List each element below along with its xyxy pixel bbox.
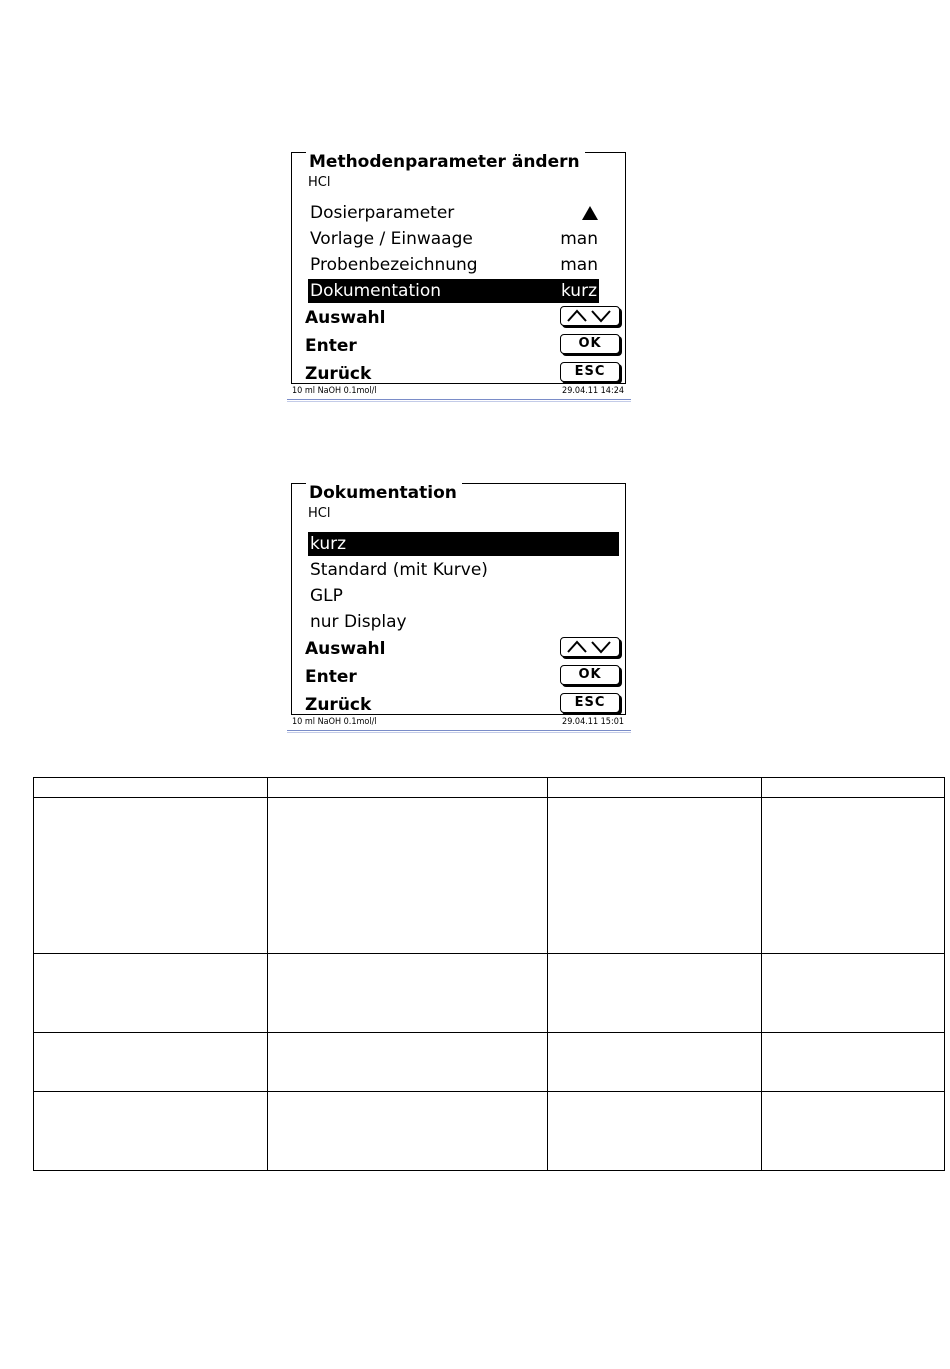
table-cell — [762, 798, 945, 954]
menu-item-vorlage-einwaage[interactable] — [308, 227, 618, 251]
table-row — [34, 1033, 945, 1092]
screen-frame — [291, 152, 626, 384]
status-datetime: 29.04.11 14:24 — [562, 386, 624, 396]
screen-underline — [287, 730, 631, 733]
key-label: Zurück — [305, 695, 372, 715]
table-cell — [548, 954, 762, 1033]
esc-key[interactable]: ESC — [560, 362, 620, 382]
method-parameters-screen — [287, 145, 631, 407]
menu-item-label: Vorlage / Einwaage — [310, 229, 473, 249]
table-cell — [268, 798, 548, 954]
status-datetime: 29.04.11 15:01 — [562, 717, 624, 727]
status-reagent: 10 ml NaOH 0.1mol/l — [292, 386, 377, 396]
screen-underline — [287, 399, 631, 402]
table-row — [34, 778, 945, 798]
key-label: Auswahl — [305, 308, 386, 328]
table-cell — [762, 1092, 945, 1171]
up-triangle-icon — [582, 206, 598, 220]
empty-table — [33, 777, 945, 1171]
menu-item-dokumentation-selected[interactable] — [308, 279, 599, 303]
table-cell — [762, 1033, 945, 1092]
table-cell — [268, 778, 548, 798]
menu-item-value: man — [560, 229, 598, 249]
table-cell — [762, 954, 945, 1033]
key-row-enter — [305, 664, 620, 690]
ok-key[interactable]: OK — [560, 665, 620, 685]
screen-title: Dokumentation — [306, 483, 462, 503]
status-reagent: 10 ml NaOH 0.1mol/l — [292, 717, 377, 727]
up-down-arrows-icon[interactable] — [560, 637, 620, 657]
menu-item-label: Dosierparameter — [310, 203, 455, 223]
menu-item-label: Dokumentation — [310, 281, 442, 301]
table-cell — [34, 954, 268, 1033]
option-label: kurz — [310, 534, 347, 554]
key-label: Enter — [305, 667, 357, 687]
status-bar — [291, 715, 626, 729]
method-name: HCl — [308, 506, 331, 521]
option-kurz-selected[interactable] — [308, 532, 619, 556]
table-row — [34, 798, 945, 954]
key-row-auswahl — [305, 305, 620, 331]
table-row — [34, 954, 945, 1033]
key-label: Zurück — [305, 364, 372, 384]
table-cell — [34, 778, 268, 798]
method-name: HCl — [308, 175, 331, 190]
option-label: nur Display — [310, 612, 407, 632]
table-cell — [268, 954, 548, 1033]
option-label: Standard (mit Kurve) — [310, 560, 488, 580]
key-label: Enter — [305, 336, 357, 356]
table-cell — [548, 1033, 762, 1092]
esc-key[interactable]: ESC — [560, 693, 620, 713]
ok-key[interactable]: OK — [560, 334, 620, 354]
menu-item-value: man — [560, 255, 598, 275]
screen-frame — [291, 483, 626, 715]
option-standard[interactable] — [308, 558, 618, 582]
table-cell — [34, 1033, 268, 1092]
option-nur-display[interactable] — [308, 610, 618, 634]
documentation-screen — [287, 476, 631, 738]
menu-item-label: Probenbezeichnung — [310, 255, 478, 275]
table-cell — [548, 798, 762, 954]
option-label: GLP — [310, 586, 343, 606]
table-cell — [268, 1033, 548, 1092]
menu-item-dosierparameter[interactable] — [308, 201, 618, 225]
menu-item-value: kurz — [560, 281, 597, 301]
screen-title: Methodenparameter ändern — [306, 152, 585, 172]
menu-item-probenbezeichnung[interactable] — [308, 253, 618, 277]
key-label: Auswahl — [305, 639, 386, 659]
table-cell — [762, 778, 945, 798]
option-glp[interactable] — [308, 584, 618, 608]
key-row-enter — [305, 333, 620, 359]
table-cell — [34, 798, 268, 954]
status-bar — [291, 384, 626, 398]
up-down-arrows-icon[interactable] — [560, 306, 620, 326]
table-cell — [548, 778, 762, 798]
key-row-auswahl — [305, 636, 620, 662]
table-row — [34, 1092, 945, 1171]
table-cell — [548, 1092, 762, 1171]
table-cell — [34, 1092, 268, 1171]
table-cell — [268, 1092, 548, 1171]
